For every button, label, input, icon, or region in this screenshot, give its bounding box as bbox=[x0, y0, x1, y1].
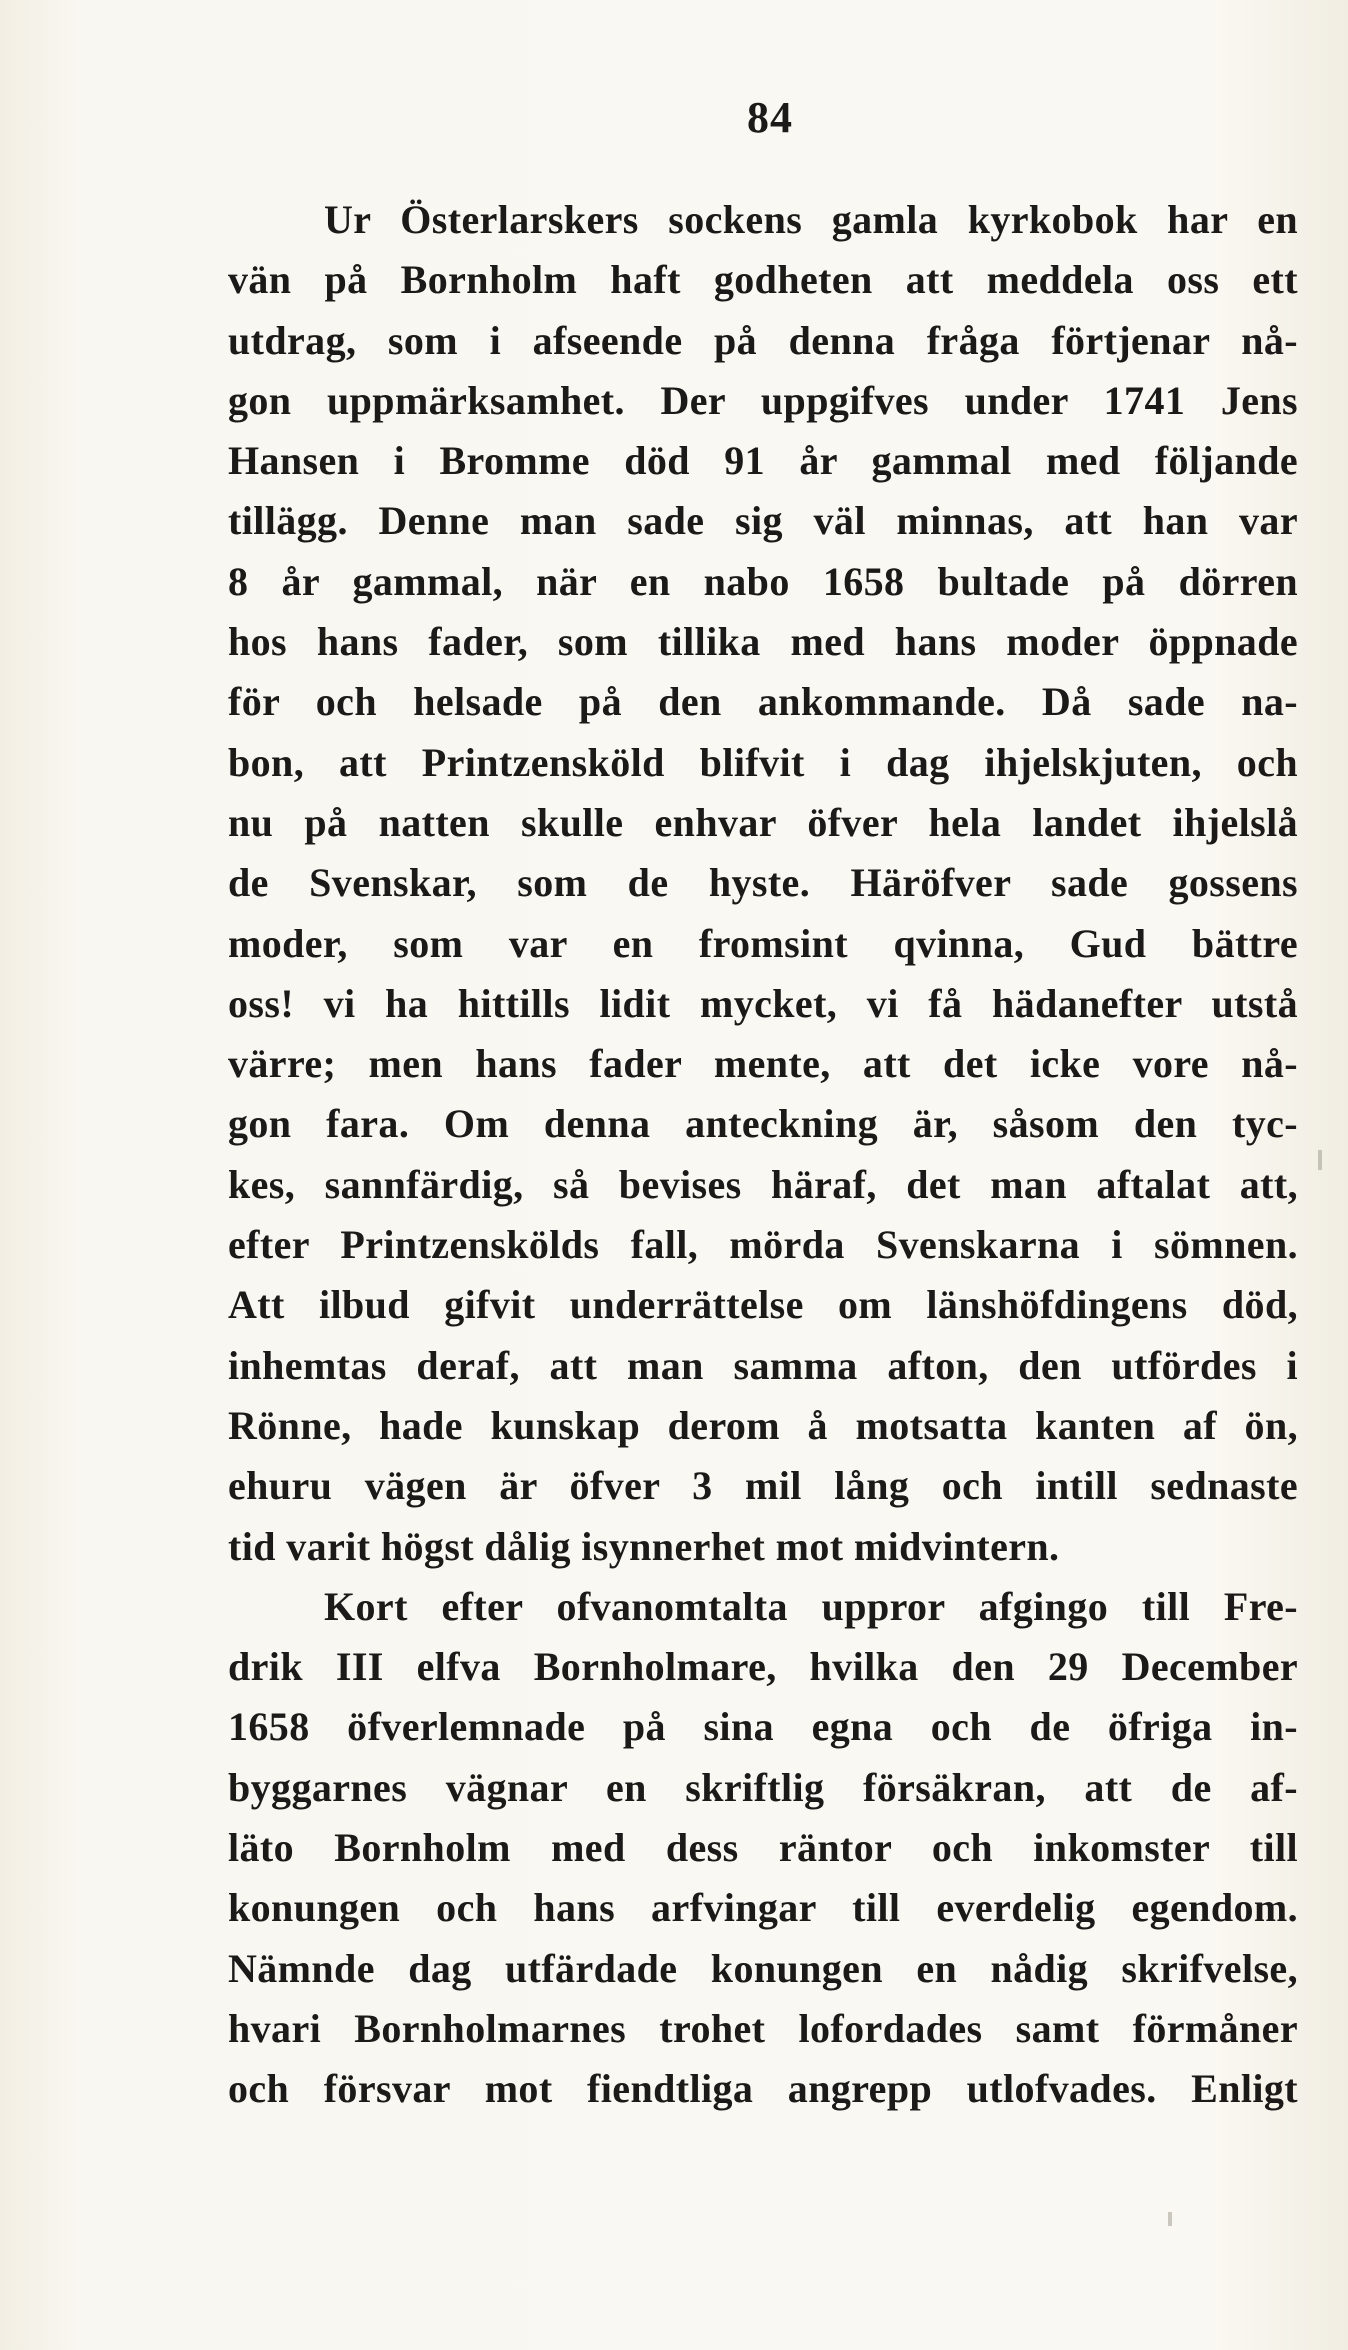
text-line: läto Bornholm med dess räntor och inkomster till bbox=[228, 1825, 1298, 1871]
text-line: bon, att Printzensköld blifvit i dag ihjelskjuten, och bbox=[228, 739, 1298, 785]
text-line: tillägg. Denne man sade sig väl minnas, att han var bbox=[228, 498, 1298, 544]
text-line: konungen och hans arfvingar till everdelig egendom. bbox=[228, 1885, 1298, 1931]
text-line: Rönne, hade kunskap derom å motsatta kanten af ön, bbox=[228, 1402, 1298, 1448]
print-speck bbox=[1318, 1150, 1322, 1170]
text-line: gon uppmärksamhet. Der uppgifves under 1741 Jens bbox=[228, 377, 1298, 423]
text-line: tid varit högst dålig isynnerhet mot midvintern. bbox=[228, 1523, 1060, 1569]
text-line: Hansen i Bromme död 91 år gammal med följande bbox=[228, 438, 1298, 484]
text-line: kes, sannfärdig, så bevises häraf, det man aftalat att, bbox=[228, 1161, 1298, 1207]
text-line: gon fara. Om denna anteckning är, såsom den tyc- bbox=[228, 1101, 1298, 1147]
text-line: nu på natten skulle enhvar öfver hela landet ihjelslå bbox=[228, 799, 1298, 845]
text-line: vän på Bornholm haft godheten att meddela oss ett bbox=[228, 257, 1298, 303]
text-line: oss! vi ha hittills lidit mycket, vi få hädanefter utstå bbox=[228, 980, 1298, 1026]
body-text bbox=[228, 190, 1298, 2120]
text-line: Kort efter ofvanomtalta uppror afgingo till Fre- bbox=[324, 1583, 1298, 1629]
page-number: 84 bbox=[747, 93, 793, 142]
text-line: moder, som var en fromsint qvinna, Gud bättre bbox=[228, 920, 1298, 966]
text-line: utdrag, som i afseende på denna fråga förtjenar nå- bbox=[228, 317, 1298, 363]
text-line: efter Printzenskölds fall, mörda Svenskarna i sömnen. bbox=[228, 1222, 1298, 1268]
text-line: för och helsade på den ankommande. Då sade na- bbox=[228, 679, 1298, 725]
text-line: drik III elfva Bornholmare, hvilka den 29 December bbox=[228, 1644, 1298, 1690]
text-line: inhemtas deraf, att man samma afton, den utfördes i bbox=[228, 1342, 1298, 1388]
text-line: Nämnde dag utfärdade konungen en nådig skrifvelse, bbox=[228, 1945, 1298, 1991]
text-line: och försvar mot fiendtliga angrepp utlofvades. Enligt bbox=[228, 2066, 1298, 2112]
print-speck bbox=[1168, 2212, 1172, 2226]
text-line: 8 år gammal, när en nabo 1658 bultade på dörren bbox=[228, 558, 1298, 604]
text-line: byggarnes vägnar en skriftlig försäkran, att de af- bbox=[228, 1764, 1298, 1810]
text-line: hvari Bornholmarnes trohet lofordades samt förmåner bbox=[228, 2005, 1298, 2051]
text-line: 1658 öfverlemnade på sina egna och de öfriga in- bbox=[228, 1704, 1298, 1750]
text-line: hos hans fader, som tillika med hans moder öppnade bbox=[228, 619, 1298, 665]
text-line: ehuru vägen är öfver 3 mil lång och intill sednaste bbox=[228, 1463, 1298, 1509]
text-line: de Svenskar, som de hyste. Häröfver sade gossens bbox=[228, 860, 1298, 906]
text-line: värre; men hans fader mente, att det icke vore nå- bbox=[228, 1041, 1298, 1087]
text-line: Att ilbud gifvit underrättelse om länshöfdingens död, bbox=[228, 1282, 1298, 1328]
text-line: Ur Österlarskers sockens gamla kyrkobok har en bbox=[324, 197, 1298, 242]
